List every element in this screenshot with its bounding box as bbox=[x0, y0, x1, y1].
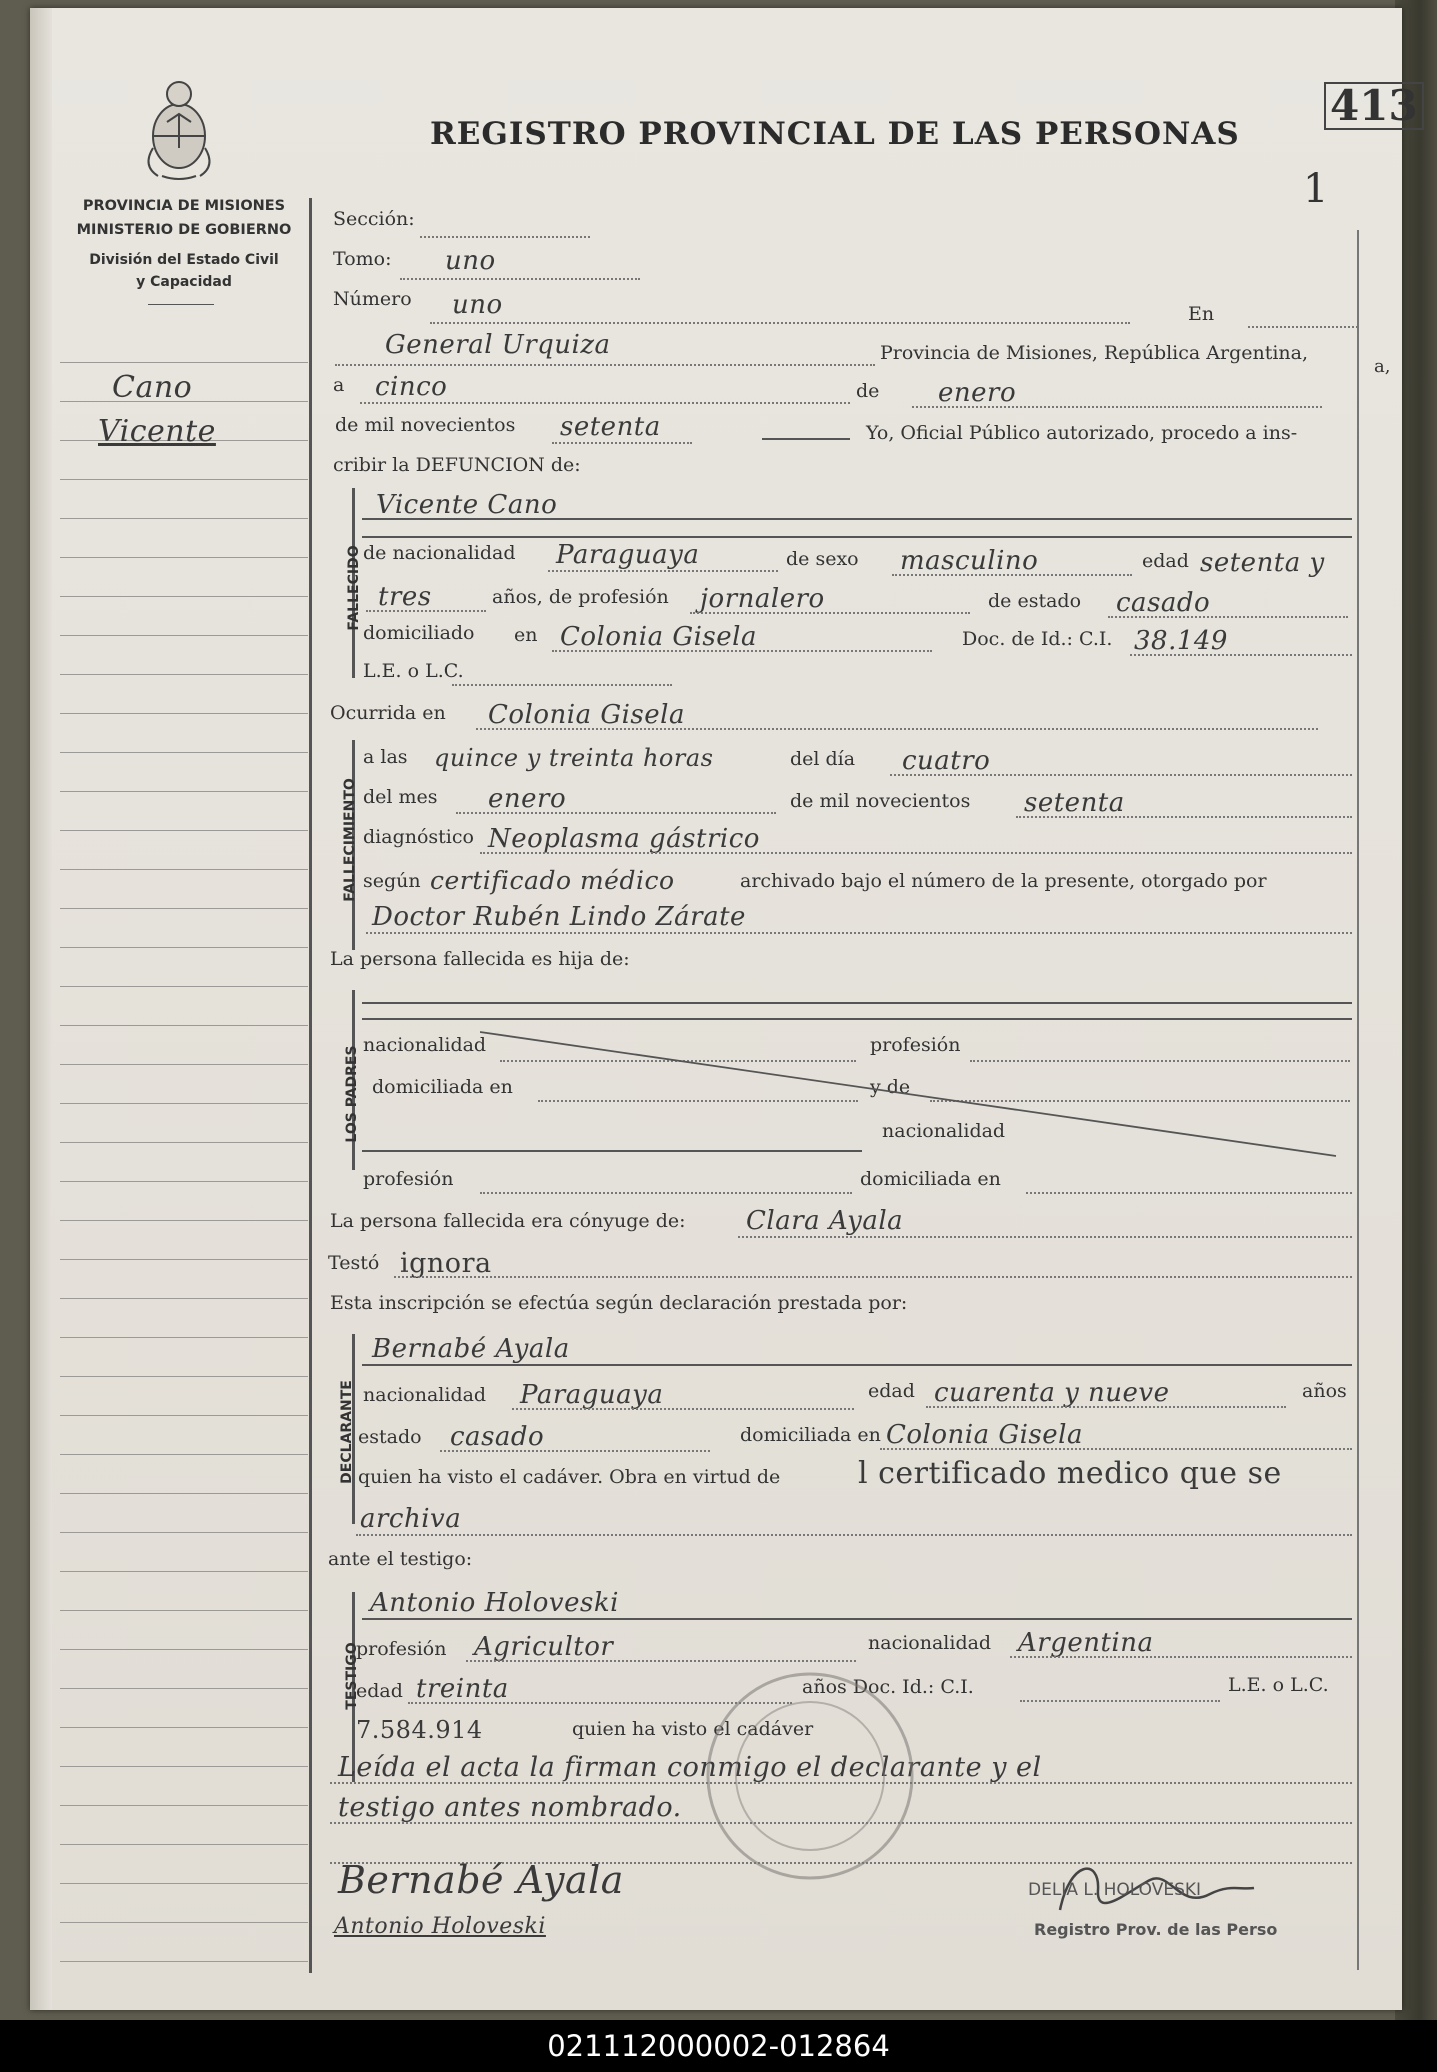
value-conyuge: Clara Ayala bbox=[746, 1206, 904, 1236]
value-nacionalidad-testigo: Argentina bbox=[1018, 1628, 1154, 1658]
label-doc-id: Doc. de Id.: C.I. bbox=[962, 628, 1113, 650]
org-capacity: y Capacidad bbox=[136, 274, 232, 290]
label-edad-fallecido: edad bbox=[1142, 550, 1189, 572]
label-domiciliada-padre: domiciliada en bbox=[372, 1076, 513, 1098]
label-oficial: Yo, Oficial Público autorizado, procedo a ins- bbox=[866, 422, 1298, 444]
label-numero: Número bbox=[333, 288, 412, 310]
margin-given-name: Vicente bbox=[98, 414, 216, 449]
margin-rule-line bbox=[60, 1415, 308, 1416]
label-sexo: de sexo bbox=[786, 548, 859, 570]
label-y-de: y de bbox=[870, 1076, 911, 1098]
margin-rule-line bbox=[60, 1025, 308, 1026]
margin-rule-line bbox=[60, 908, 308, 909]
value-obra-virtud-2: archiva bbox=[360, 1504, 462, 1534]
stamp-official-name: DELIA L. HOLOVESKI bbox=[1028, 1880, 1202, 1900]
label-declaracion: Esta inscripción se efectúa según declaración prestada por: bbox=[330, 1292, 908, 1314]
closing-line-1: Leída el acta la firman conmigo el declarante y el bbox=[338, 1752, 1042, 1783]
closing-line-2: testigo antes nombrado. bbox=[338, 1792, 682, 1823]
margin-rule-line bbox=[60, 1064, 308, 1065]
label-edad-testigo: edad bbox=[356, 1680, 403, 1702]
value-dia-inscripcion: cinco bbox=[375, 372, 448, 402]
value-numero: uno bbox=[452, 290, 503, 320]
value-tomo: uno bbox=[445, 246, 496, 276]
margin-rule-line bbox=[60, 1766, 308, 1767]
margin-rule-line bbox=[60, 1103, 308, 1104]
margin-rule-line bbox=[60, 1454, 308, 1455]
label-conyuge: La persona fallecida era cónyuge de: bbox=[330, 1210, 686, 1232]
label-edad-declarante: edad bbox=[868, 1380, 915, 1402]
label-mil-novecientos: de mil novecientos bbox=[335, 414, 516, 436]
label-nacionalidad-declarante: nacionalidad bbox=[363, 1384, 487, 1406]
label-anios-declarante: años bbox=[1302, 1380, 1347, 1402]
coat-of-arms-icon bbox=[134, 72, 224, 184]
value-nacionalidad-declarante: Paraguaya bbox=[520, 1380, 664, 1410]
value-dia-fallecimiento: cuatro bbox=[902, 746, 991, 776]
label-domicilio-fallecido: domiciliado bbox=[363, 622, 475, 644]
strike-through-line bbox=[480, 1026, 1340, 1160]
org-province: PROVINCIA DE MISIONES bbox=[82, 198, 286, 214]
margin-rule-line bbox=[60, 1493, 308, 1494]
margin-rule-line bbox=[60, 1142, 308, 1143]
label-domiciliada-madre: domiciliada en bbox=[860, 1168, 1001, 1190]
value-nombre-declarante: Bernabé Ayala bbox=[372, 1334, 570, 1364]
margin-rule-line bbox=[60, 791, 308, 792]
margin-rule-line bbox=[60, 1883, 308, 1884]
margin-rule-line bbox=[60, 557, 308, 558]
label-en-domicilio: en bbox=[514, 624, 538, 646]
page-gutter bbox=[30, 8, 52, 2010]
label-nacionalidad-padre: nacionalidad bbox=[363, 1034, 487, 1056]
label-segun: según bbox=[363, 870, 421, 892]
label-quien-ha-visto: quien ha visto el cadáver. Obra en virtud de bbox=[358, 1466, 781, 1488]
margin-rule-line bbox=[60, 1805, 308, 1806]
stamp-registro: Registro Prov. de las Perso bbox=[1034, 1920, 1278, 1939]
value-profesion-fallecido: jornalero bbox=[700, 584, 825, 614]
value-hora: quince y treinta horas bbox=[434, 744, 714, 772]
margin-rule-line bbox=[60, 1181, 308, 1182]
label-estado-fallecido: de estado bbox=[988, 590, 1082, 612]
margin-rule-line bbox=[60, 479, 308, 480]
margin-rule-line bbox=[60, 1961, 308, 1962]
value-anio-inscripcion: setenta bbox=[560, 412, 661, 442]
margin-rule-line bbox=[60, 1610, 308, 1611]
margin-rule-line bbox=[60, 1376, 308, 1377]
margin-rule-line bbox=[60, 1844, 308, 1845]
label-nacionalidad-madre: nacionalidad bbox=[882, 1120, 1006, 1142]
label-a: a bbox=[333, 374, 345, 396]
value-anio-fallecimiento: setenta bbox=[1024, 788, 1125, 818]
label-testo: Testó bbox=[328, 1252, 380, 1274]
margin-rule-line bbox=[60, 1688, 308, 1689]
margin-rule-line bbox=[60, 752, 308, 753]
label-inscribir: cribir la DEFUNCION de: bbox=[333, 454, 581, 476]
page-title: REGISTRO PROVINCIAL DE LAS PERSONAS bbox=[430, 116, 1240, 152]
label-profesion-padre: profesión bbox=[870, 1034, 961, 1056]
margin-rule-line bbox=[60, 713, 308, 714]
margin-rule-line bbox=[60, 830, 308, 831]
page-number: 1 bbox=[1303, 166, 1329, 212]
label-comma-a: a, bbox=[1374, 356, 1391, 377]
value-nombre-testigo: Antonio Holoveski bbox=[370, 1588, 619, 1618]
label-hija-de: La persona fallecida es hija de: bbox=[330, 948, 630, 970]
value-sexo: masculino bbox=[900, 546, 1039, 576]
value-nombre-fallecido: Vicente Cano bbox=[376, 490, 558, 520]
value-testo: ignora bbox=[400, 1248, 492, 1279]
margin-rule-line bbox=[60, 362, 308, 363]
margin-rule-line bbox=[60, 869, 308, 870]
label-en: En bbox=[1188, 303, 1215, 325]
label-provincia: Provincia de Misiones, República Argentina, bbox=[880, 342, 1309, 364]
value-certificado: certificado médico bbox=[430, 866, 675, 895]
margin-rule-line bbox=[60, 1220, 308, 1221]
label-domiciliada-declarante: domiciliada en bbox=[740, 1424, 881, 1446]
margin-rule-line bbox=[60, 596, 308, 597]
value-estado-fallecido: casado bbox=[1116, 588, 1211, 618]
folio-stamp: 413 bbox=[1324, 82, 1424, 130]
margin-rule-line bbox=[60, 1298, 308, 1299]
value-edad-fallecido-2: tres bbox=[378, 582, 432, 612]
label-diagnostico: diagnóstico bbox=[363, 826, 474, 848]
margin-rule-line bbox=[60, 1922, 308, 1923]
signature-testigo: Antonio Holoveski bbox=[334, 1914, 546, 1939]
signature-declarante: Bernabé Ayala bbox=[338, 1858, 624, 1902]
margin-rule-line bbox=[60, 518, 308, 519]
label-le-lc-testigo: L.E. o L.C. bbox=[1228, 1674, 1329, 1696]
margin-rule-line bbox=[60, 674, 308, 675]
label-testigo: ante el testigo: bbox=[328, 1548, 473, 1570]
margin-separator bbox=[309, 198, 312, 1973]
label-profesion-testigo: profesión bbox=[356, 1638, 447, 1660]
margin-rule-line bbox=[60, 1649, 308, 1650]
right-border bbox=[1357, 230, 1359, 1970]
section-fallecimiento: FALLECIMIENTO bbox=[342, 778, 358, 902]
margin-rule-line bbox=[60, 1532, 308, 1533]
label-archivado: archivado bajo el número de la presente, otorgado por bbox=[740, 870, 1267, 892]
value-edad-declarante: cuarenta y nueve bbox=[934, 1378, 1170, 1408]
value-edad-testigo: treinta bbox=[416, 1674, 509, 1704]
margin-rule-line bbox=[60, 1727, 308, 1728]
label-nacionalidad-fallecido: de nacionalidad bbox=[363, 542, 516, 564]
value-doc-testigo: 7.584.914 bbox=[356, 1716, 483, 1744]
section-fallecido: FALLECIDO bbox=[346, 545, 362, 631]
value-nacionalidad-fallecido: Paraguaya bbox=[556, 540, 700, 570]
label-seccion: Sección: bbox=[333, 208, 415, 230]
margin-rule-line bbox=[60, 1259, 308, 1260]
value-domicilio-fallecido: Colonia Gisela bbox=[560, 622, 757, 652]
margin-surname: Cano bbox=[112, 370, 193, 405]
value-edad-fallecido-1: setenta y bbox=[1200, 548, 1325, 578]
margin-rule-line bbox=[60, 947, 308, 948]
label-del-mes: del mes bbox=[363, 786, 438, 808]
section-testigo: TESTIGO bbox=[344, 1642, 360, 1710]
official-seal-icon bbox=[700, 1666, 920, 1886]
label-visto-testigo: quien ha visto el cadáver bbox=[572, 1718, 814, 1740]
value-obra-virtud-1: l certificado medico que se bbox=[858, 1456, 1282, 1491]
label-anios-doc: años Doc. Id.: C.I. bbox=[802, 1676, 974, 1698]
value-medico: Doctor Rubén Lindo Zárate bbox=[372, 902, 746, 932]
label-del-dia: del día bbox=[790, 748, 856, 770]
value-ocurrida: Colonia Gisela bbox=[488, 700, 685, 730]
section-declarante: DECLARANTE bbox=[339, 1380, 355, 1484]
label-estado-declarante: estado bbox=[358, 1426, 422, 1448]
value-mes-inscripcion: enero bbox=[938, 378, 1017, 408]
value-mes-fallecimiento: enero bbox=[488, 784, 567, 814]
value-domicilio-declarante: Colonia Gisela bbox=[886, 1420, 1083, 1450]
value-estado-declarante: casado bbox=[450, 1422, 545, 1452]
org-ministry: MINISTERIO DE GOBIERNO bbox=[76, 222, 292, 238]
margin-rule-line bbox=[60, 635, 308, 636]
margin-rule-line bbox=[60, 1571, 308, 1572]
scan-identifier: 021112000002-012864 bbox=[0, 2020, 1437, 2072]
label-tomo: Tomo: bbox=[333, 248, 392, 270]
org-division: División del Estado Civil bbox=[89, 252, 279, 268]
label-a-las: a las bbox=[363, 746, 408, 768]
label-de-mil-novecientos: de mil novecientos bbox=[790, 790, 971, 812]
value-doc-id: 38.149 bbox=[1134, 626, 1228, 656]
value-localidad: General Urquiza bbox=[385, 330, 611, 360]
value-diagnostico: Neoplasma gástrico bbox=[488, 824, 760, 854]
label-profesion-madre: profesión bbox=[363, 1168, 454, 1190]
label-ocurrida: Ocurrida en bbox=[330, 702, 446, 724]
margin-rule-line bbox=[60, 1337, 308, 1338]
label-de: de bbox=[856, 380, 880, 402]
margin-rule-line bbox=[60, 986, 308, 987]
label-le-lc: L.E. o L.C. bbox=[363, 660, 464, 682]
value-profesion-testigo: Agricultor bbox=[474, 1632, 614, 1662]
section-padres: LOS PADRES bbox=[344, 1045, 360, 1143]
label-profesion-fallecido: años, de profesión bbox=[492, 586, 669, 608]
label-nacionalidad-testigo: nacionalidad bbox=[868, 1632, 992, 1654]
